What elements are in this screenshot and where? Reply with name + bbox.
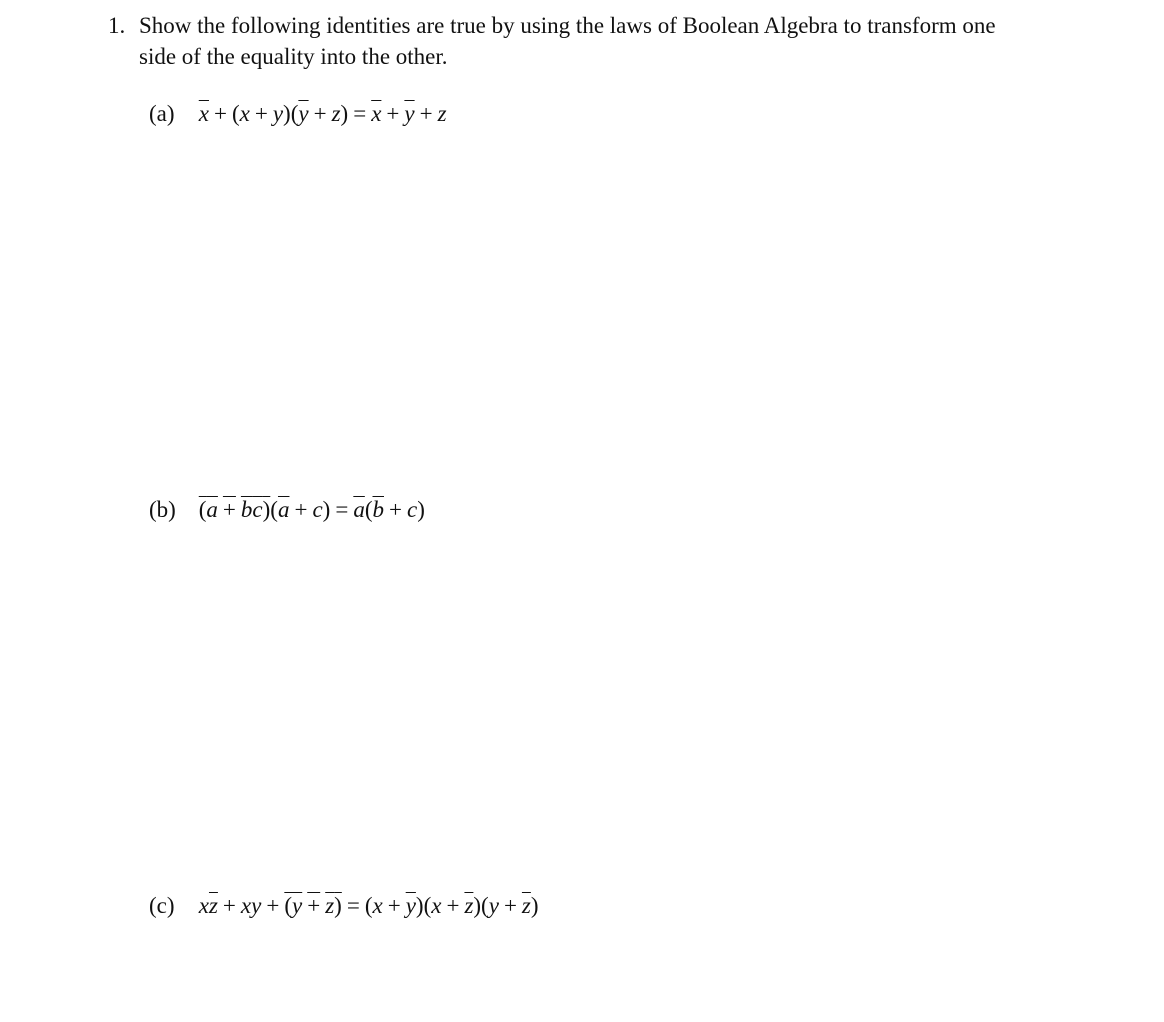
part-c-equation: $x\overline{z}$ + xy + $(y + z) = (x + \overline{y})(x + \overline{z})(y + \overline{z})$ <box>198 893 539 918</box>
problem-text-line-1 <box>108 10 1148 41</box>
part-b <box>149 496 425 524</box>
part-a <box>149 100 447 128</box>
part-a-equation: $\overline{x} + (x + y)(\overline{y} + z) = \overline{x} + \overline{y} + z$ <box>198 101 447 126</box>
problem-text-line-2: side of the equality into the other. <box>139 44 448 69</box>
part-a-label: (a) <box>149 101 175 126</box>
part-c <box>149 892 539 920</box>
problem-1 <box>108 10 1148 72</box>
part-b-equation: $(a + bc)(\overline{a} + c) = \overline{a}(\overline{b} + c)$ <box>198 497 425 522</box>
part-c-label: (c) <box>149 893 175 918</box>
problem-number: 1. <box>108 13 126 38</box>
part-b-label: (b) <box>149 497 176 522</box>
problem-statement-part-1: Show the following identities are true by using the laws of Boolean Algebra to transform one <box>139 13 996 38</box>
